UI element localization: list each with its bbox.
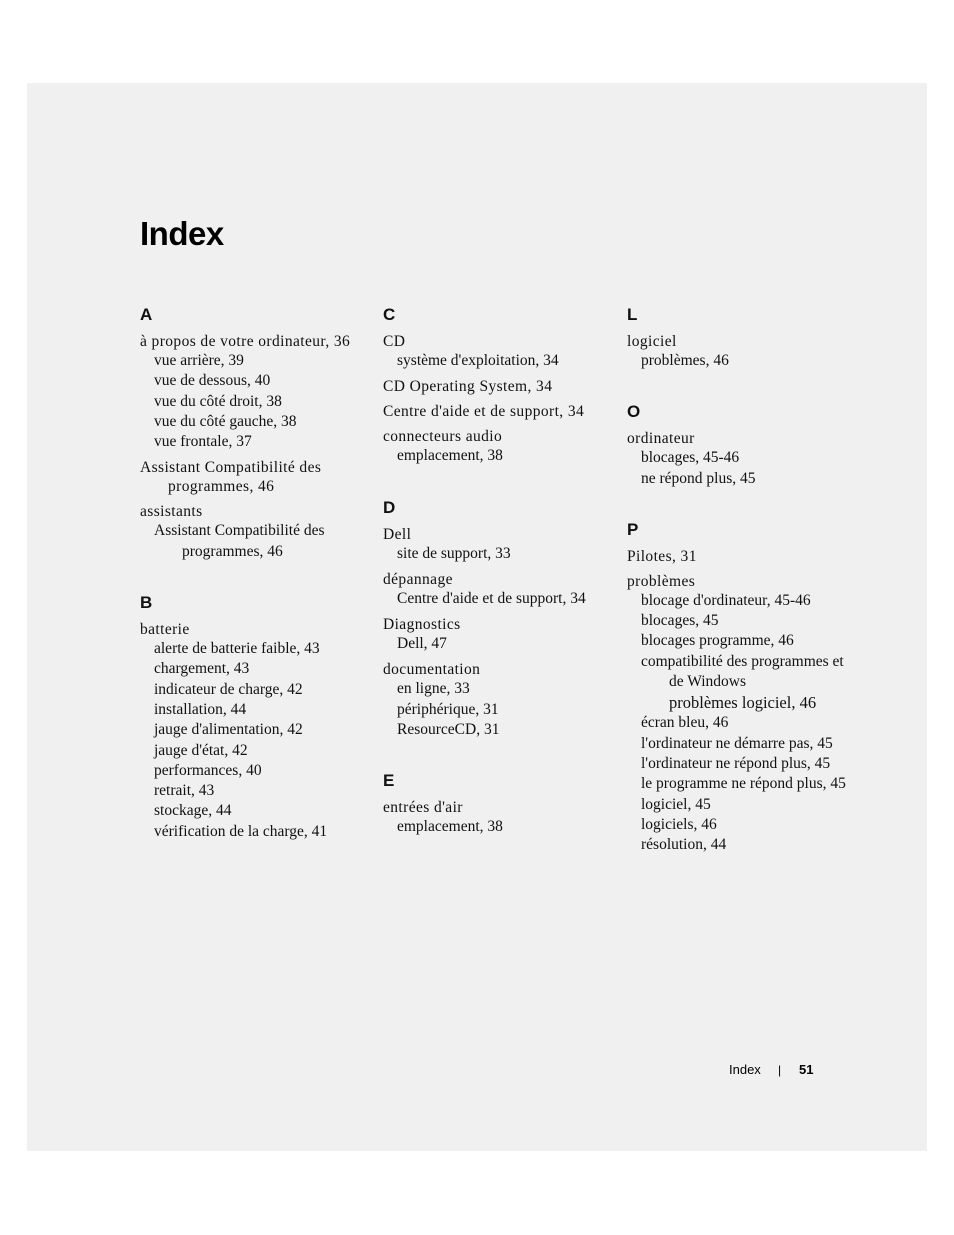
index-section [627,401,852,489]
index-subentry: emplacement, 38 [397,818,503,836]
index-subentry: ResourceCD, 31 [397,721,500,739]
index-subentry: vue arrière, 39 [154,352,244,369]
index-entry [383,402,613,421]
index-subentry: résolution, 44 [641,836,727,854]
index-term: Centre d'aide et de support, 34 [383,403,585,421]
index-subentry: vue de dessous, 40 [154,372,271,390]
index-subentry: vue frontale, 37 [154,433,252,451]
index-subentry: indicateur de charge, 42 [154,680,303,698]
index-subentry: jauge d'alimentation, 42 [154,721,303,739]
index-subentry: site de support, 33 [397,544,511,562]
index-subentry: l'ordinateur ne démarre pas, 45 [641,734,833,752]
index-subentry: emplacement, 38 [397,447,503,465]
index-term: Diagnostics [383,616,461,634]
index-entry [383,798,613,837]
index-subentry: compatibilité des programmes et de Windows [641,652,844,691]
index-column-1 [140,304,370,872]
index-entry [140,620,370,842]
index-entry [383,570,613,609]
index-section [627,519,852,856]
index-section [140,304,370,562]
index-entry [383,332,613,371]
index-subentry: blocage d'ordinateur, 45-46 [641,591,811,609]
index-term: dépannage [383,570,453,588]
index-subentry: blocages, 45 [641,612,719,630]
index-subentry: stockage, 44 [154,802,232,820]
index-entry [140,458,370,496]
index-section [383,497,613,741]
index-entry [383,427,613,466]
index-term: problèmes [627,572,696,590]
index-entry [140,332,370,452]
index-column-3 [627,304,852,885]
section-letter: C [383,305,396,324]
index-section [383,770,613,837]
index-entry [627,572,852,856]
index-term: Pilotes, 31 [627,547,697,565]
index-subentry: le programme ne répond plus, 45 [641,775,846,793]
index-subentry: Centre d'aide et de support, 34 [397,589,586,607]
index-entry [383,525,613,564]
section-letter: P [627,519,639,539]
footer-label: Index [729,1062,761,1077]
index-subentry: blocages programme, 46 [641,632,794,650]
index-term: batterie [140,621,190,639]
index-term: entrées d'air [383,799,463,817]
section-letter: A [140,305,153,324]
section-letter: B [140,593,153,613]
index-subentry: logiciels, 46 [641,815,717,833]
index-subentry: blocages, 45-46 [641,449,740,467]
index-entry [627,547,852,566]
index-entry [383,377,613,396]
index-term: ordinateur [627,430,695,448]
index-subentry: chargement, 43 [154,660,250,678]
index-section [627,304,852,371]
index-section [383,304,613,467]
index-subentry: problèmes, 46 [641,352,729,369]
index-subentry: jauge d'état, 42 [154,741,248,759]
index-term: logiciel [627,333,677,350]
index-term: CD [383,333,406,350]
index-term: connecteurs audio [383,428,503,446]
index-section [140,592,370,842]
index-subentry: vérification de la charge, 41 [154,822,328,840]
index-subentry: Assistant Compatibilité des programmes, 46 [154,522,325,560]
index-subentry: périphérique, 31 [397,700,499,718]
section-letter: L [627,305,638,324]
index-subentry: système d'exploitation, 34 [397,352,559,369]
index-subentry: installation, 44 [154,700,247,718]
index-subentry: vue du côté droit, 38 [154,392,282,410]
section-letter: E [383,771,395,791]
page-title: Index [140,215,224,252]
index-entry [140,502,370,562]
index-column-2 [383,304,613,868]
index-term: Dell [383,525,412,543]
section-letter: O [627,402,641,422]
index-subentry: ne répond plus, 45 [641,469,756,487]
index-entry [627,332,852,371]
page-number: 51 [799,1062,814,1077]
index-term: assistants [140,503,203,521]
index-subentry: retrait, 43 [154,782,215,800]
index-subsubentry: problèmes logiciel, 46 [669,693,817,713]
index-subentry: Dell, 47 [397,635,447,653]
footer-separator: | [778,1063,782,1077]
index-subentry: l'ordinateur ne répond plus, 45 [641,754,831,772]
index-subentry: alerte de batterie faible, 43 [154,640,320,658]
index-term: documentation [383,661,481,679]
index-term: CD Operating System, 34 [383,378,553,396]
index-entry [383,615,613,654]
index-entry [627,429,852,489]
index-term: Assistant Compatibilité des programmes, 46 [140,459,322,496]
index-subentry: logiciel, 45 [641,795,711,813]
section-letter: D [383,497,396,517]
index-subentry: en ligne, 33 [397,680,470,698]
index-subentry: écran bleu, 46 [641,714,729,732]
index-subentry: performances, 40 [154,761,262,779]
index-term: à propos de votre ordinateur, 36 [140,333,351,350]
index-entry [383,660,613,740]
index-subentry: vue du côté gauche, 38 [154,412,297,430]
